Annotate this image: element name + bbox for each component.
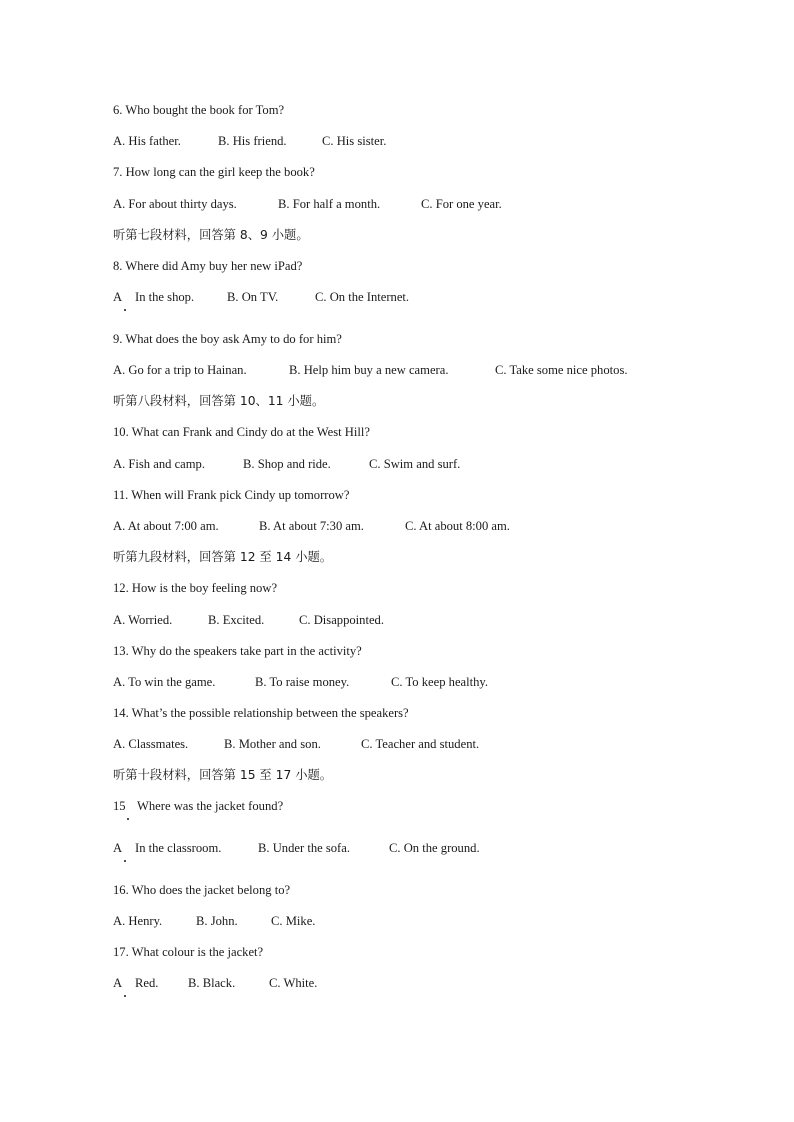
question-16-option-a: A. Henry. — [113, 914, 163, 928]
question-9: 9. What does the boy ask Amy to do for him? — [113, 332, 342, 346]
question-12-option-c: C. Disappointed. — [299, 613, 385, 627]
question-11-option-b: B. At about 7:30 am. — [259, 519, 364, 533]
question-8-option-c: C. On the Internet. — [315, 290, 410, 304]
question-10-option-a: A. Fish and camp. — [113, 457, 205, 471]
question-6-option-b: B. His friend. — [218, 134, 287, 148]
dot-mark — [127, 818, 129, 820]
question-16: 16. Who does the jacket belong to? — [113, 883, 291, 897]
question-15-option-a-letter: A — [113, 841, 123, 855]
question-10-option-c: C. Swim and surf. — [369, 457, 461, 471]
question-6-option-c: C. His sister. — [322, 134, 387, 148]
question-12: 12. How is the boy feeling now? — [113, 581, 278, 595]
question-14-option-b: B. Mother and son. — [224, 737, 321, 751]
question-11: 11. When will Frank pick Cindy up tomorrow? — [113, 488, 350, 502]
dot-mark — [124, 860, 126, 862]
question-6-option-a: A. His father. — [113, 134, 181, 148]
question-6: 6. Who bought the book for Tom? — [113, 103, 285, 117]
question-8-option-a-letter: A — [113, 290, 123, 304]
question-10: 10. What can Frank and Cindy do at the West Hill? — [113, 425, 370, 439]
question-13-option-b: B. To raise money. — [255, 675, 350, 689]
question-17-option-a-letter: A — [113, 976, 123, 990]
question-16-option-b: B. John. — [196, 914, 238, 928]
question-13-option-a: A. To win the game. — [113, 675, 216, 689]
question-15-option-b: B. Under the sofa. — [258, 841, 350, 855]
question-7-option-b: B. For half a month. — [278, 197, 381, 211]
question-15-number: 15 — [113, 799, 126, 813]
question-14-option-c: C. Teacher and student. — [361, 737, 480, 751]
dot-mark — [124, 995, 126, 997]
question-8-option-a: In the shop. — [135, 290, 195, 304]
question-12-option-b: B. Excited. — [208, 613, 265, 627]
dot-mark — [124, 309, 126, 311]
question-10-option-b: B. Shop and ride. — [243, 457, 331, 471]
question-15-option-a: In the classroom. — [135, 841, 222, 855]
question-14-option-a: A. Classmates. — [113, 737, 189, 751]
question-15: Where was the jacket found? — [137, 799, 284, 813]
question-7-option-c: C. For one year. — [421, 197, 502, 211]
question-11-option-c: C. At about 8:00 am. — [405, 519, 510, 533]
question-15-option-c: C. On the ground. — [389, 841, 480, 855]
question-8-option-b: B. On TV. — [227, 290, 279, 304]
question-7: 7. How long can the girl keep the book? — [113, 165, 315, 179]
question-17-option-a: Red. — [135, 976, 159, 990]
question-9-option-c: C. Take some nice photos. — [495, 363, 628, 377]
question-17: 17. What colour is the jacket? — [113, 945, 264, 959]
section-9-heading: 听第九段材料，回答第 12 至 14 小题。 — [113, 550, 333, 564]
question-16-option-c: C. Mike. — [271, 914, 316, 928]
section-8-heading: 听第八段材料，回答第 10、11 小题。 — [113, 394, 325, 408]
question-9-option-a: A. Go for a trip to Hainan. — [113, 363, 247, 377]
question-14: 14. What’s the possible relationship between the speakers? — [113, 706, 409, 720]
question-11-option-a: A. At about 7:00 am. — [113, 519, 219, 533]
question-7-option-a: A. For about thirty days. — [113, 197, 237, 211]
section-7-heading: 听第七段材料，回答第 8、9 小题。 — [113, 228, 309, 242]
question-13-option-c: C. To keep healthy. — [391, 675, 489, 689]
question-8: 8. Where did Amy buy her new iPad? — [113, 259, 303, 273]
section-10-heading: 听第十段材料，回答第 15 至 17 小题。 — [113, 768, 333, 782]
question-12-option-a: A. Worried. — [113, 613, 173, 627]
question-17-option-c: C. White. — [269, 976, 318, 990]
question-9-option-b: B. Help him buy a new camera. — [289, 363, 449, 377]
question-13: 13. Why do the speakers take part in the activity? — [113, 644, 362, 658]
question-17-option-b: B. Black. — [188, 976, 236, 990]
